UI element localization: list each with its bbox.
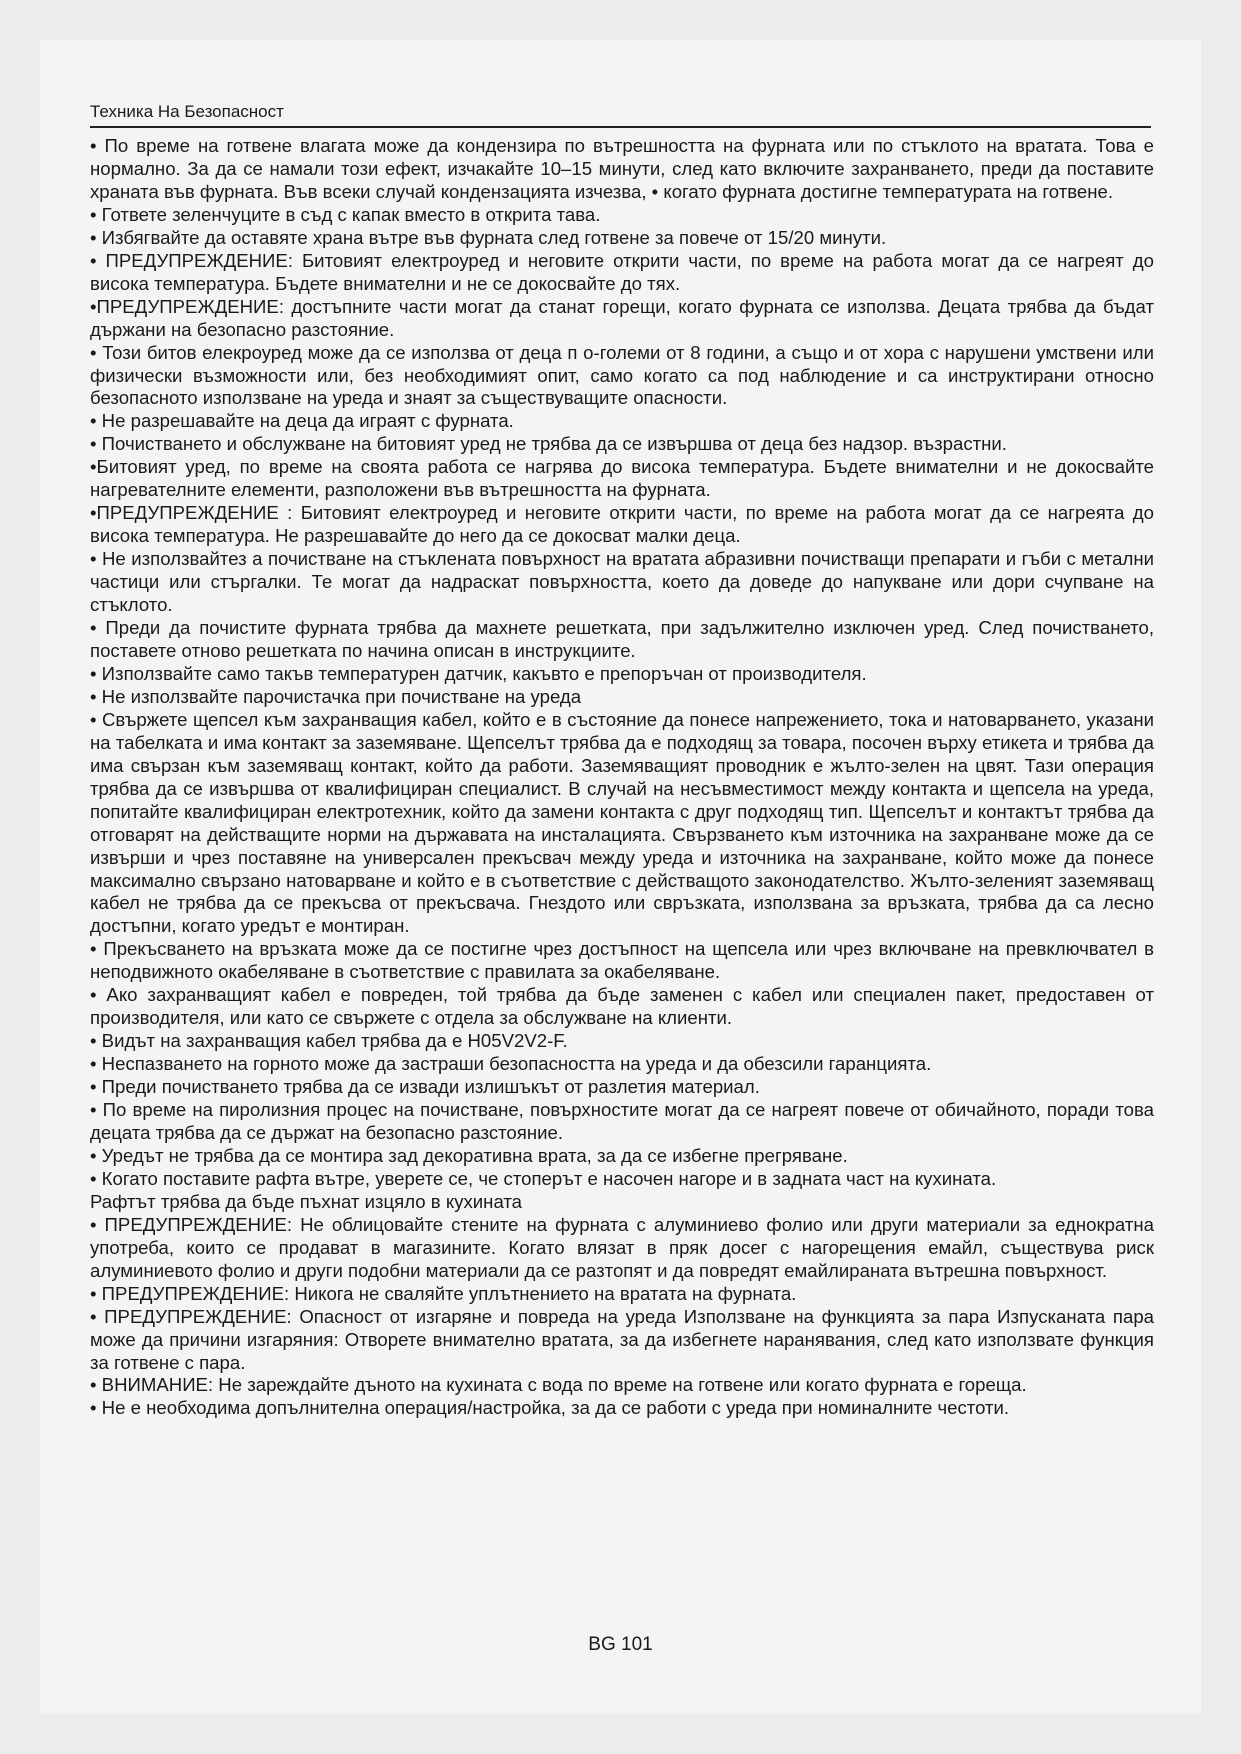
page [40,40,1201,1714]
section-title: Техника На Безопасност [90,102,1151,128]
page-number: BG 101 [588,1634,653,1655]
body-text: • По време на готвене влагата може да кондензира по вътрешността на фурната или по стъклото на вратата. Това е нормално. За да се намали този ефект, изчакайте 10–15 минути, след като включите захранването, преди да поставите храната във фурната. Във всеки случай кондензацията изчезва, • когато фурната достигне температурата на готвене. • Гответе зеленчуците в съд с капак вместо в открита тава. • Избягвайте да оставяте храна вътре във фурната след готвене за повече от 15/20 минути. • ПРЕДУПРЕЖДЕНИЕ: Битовият електроуред и неговите открити части, по време на работа могат да се нагреят до висока температура. Бъдете внимателни и не се докосвайте до тях. •ПРЕДУПРЕЖДЕНИЕ: достъпните части могат да станат горещи, когато фурната се използва. Децата трябва да бъдат държани на безопасно разстояние. • Този битов елекроуред може да се използва от деца п о-големи от 8 години, а също и от хора с нарушени умствени или физически възможности или, без необходимият опит, само когато са под наблюдение и са инструктирани относно безопасното използване на уреда и знаят за съществуващите опасности. • Не разрешавайте на деца да играят с фурната. • Почистването и обслужване на битовият уред не трябва да се извършва от деца без надзор. възрастни. •Битовият уред, по време на своята работа се нагрява до висока температура. Бъдете внимателни и не докосвайте нагревателните елементи, разположени във вътрешността на фурната. •ПРЕДУПРЕЖДЕНИЕ : Битовият електроуред и неговите открити части, по време на работа могат да се нагреята до висока температура. Не разрешавайте до него да се докосват малки деца. • Не използвайтез а почистване на стъклената повърхност на вратата абразивни почистващи препарати и гъби с метални частици или стъргалки. Те могат да надраскат повърхността, което да доведе до напукване или дори счупване на стъклото. • Преди да почистите фурната трябва да махнете решетката, при задължително изключен уред. След почистването, поставете отново решетката по начина описан в инструкциите. • Използвайте само такъв температурен датчик, какъвто е препоръчан от производителя. • Не използвайте парочистачка при почистване на уреда • Свържете щепсел към захранващия кабел, който е в състояние да понесе напрежението, тока и натоварването, указани на табелката и има контакт за заземяване. Щепселът трябва да е подходящ за товара, посочен върху етикета и трябва да има свързан към заземяващ контакт, който да работи. Заземяващият проводник е жълто-зелен на цвят. Тази операция трябва да се извършва от квалифициран специалист. В случай на несъвместимост между контакта и щепсела на уреда, попитайте квалифициран електротехник, който да замени контакта с друг подходящ тип. Щепселът и контактът трябва да отговарят на действащите норми на държавата на инсталацията. Свързването към източника на захранване може да се извърши и чрез поставяне на универсален прекъсвач между уреда и източника на захранване, който може да понесе максимално свързано натоварване и който е в съответствие с действащото законодателство. Жълто-зеленият заземяващ кабел не трябва да се прекъсва от прекъсвача. Гнездото или свръзката, използвана за връзката, трябва да са лесно достъпни, когато уредът е монтиран. • Прекъсването на връзката може да се постигне чрез достъпност на щепсела или чрез включване на превключвател в неподвижното окабеляване в съответствие с правилата за окабеляване. • Ако захранващият кабел е повреден, той трябва да бъде заменен с кабел или специален пакет, предоставен от производителя, или като се свържете с отдела за обслужване на клиенти. • Видът на захранващия кабел трябва да е H05V2V2-F. • Неспазването на горното може да застраши безопасността на уреда и да обезсили гаранцията. • Преди почистването трябва да се извади излишъкът от разлетия материал. • По време на пиролизния процес на почистване, повърхностите могат да се нагреят повече от обичайното, поради това децата трябва да се държат на безопасно разстояние. • Уредът не трябва да се монтира зад декоративна врата, за да се избегне прегряване. • Когато поставите рафта вътре, уверете се, че стоперът е насочен нагоре и в задната част на кухината. Рафтът трябва да бъде пъхнат изцяло в кухината • ПРЕДУПРЕЖДЕНИЕ: Не облицовайте стените на фурната с алуминиево фолио или други материали за еднократна употреба, които се продават в магазините. Когато влязат в пряк досег с нагорещения емайл, съществува риск алуминиевото фолио и други подобни материали да се разтопят и да повредят емайлираната вътрешна повърхност. • ПРЕДУПРЕЖДЕНИЕ: Никога не сваляйте уплътнението на вратата на фурната. • ПРЕДУПРЕЖДЕНИЕ: Опасност от изгаряне и повреда на уреда Използване на функцията за пара Изпусканата пара може да причини изгаряния: Отворете внимателно вратата, за да избегнете наранявания, след като използвате функция за готвене с пара. • ВНИМАНИЕ: Не зареждайте дъното на кухината с вода по време на готвене или когато фурната е гореща. • Не е необходима допълнителна операция/настройка, за да се работи с уреда при номиналните честоти. [90,135,1154,1419]
